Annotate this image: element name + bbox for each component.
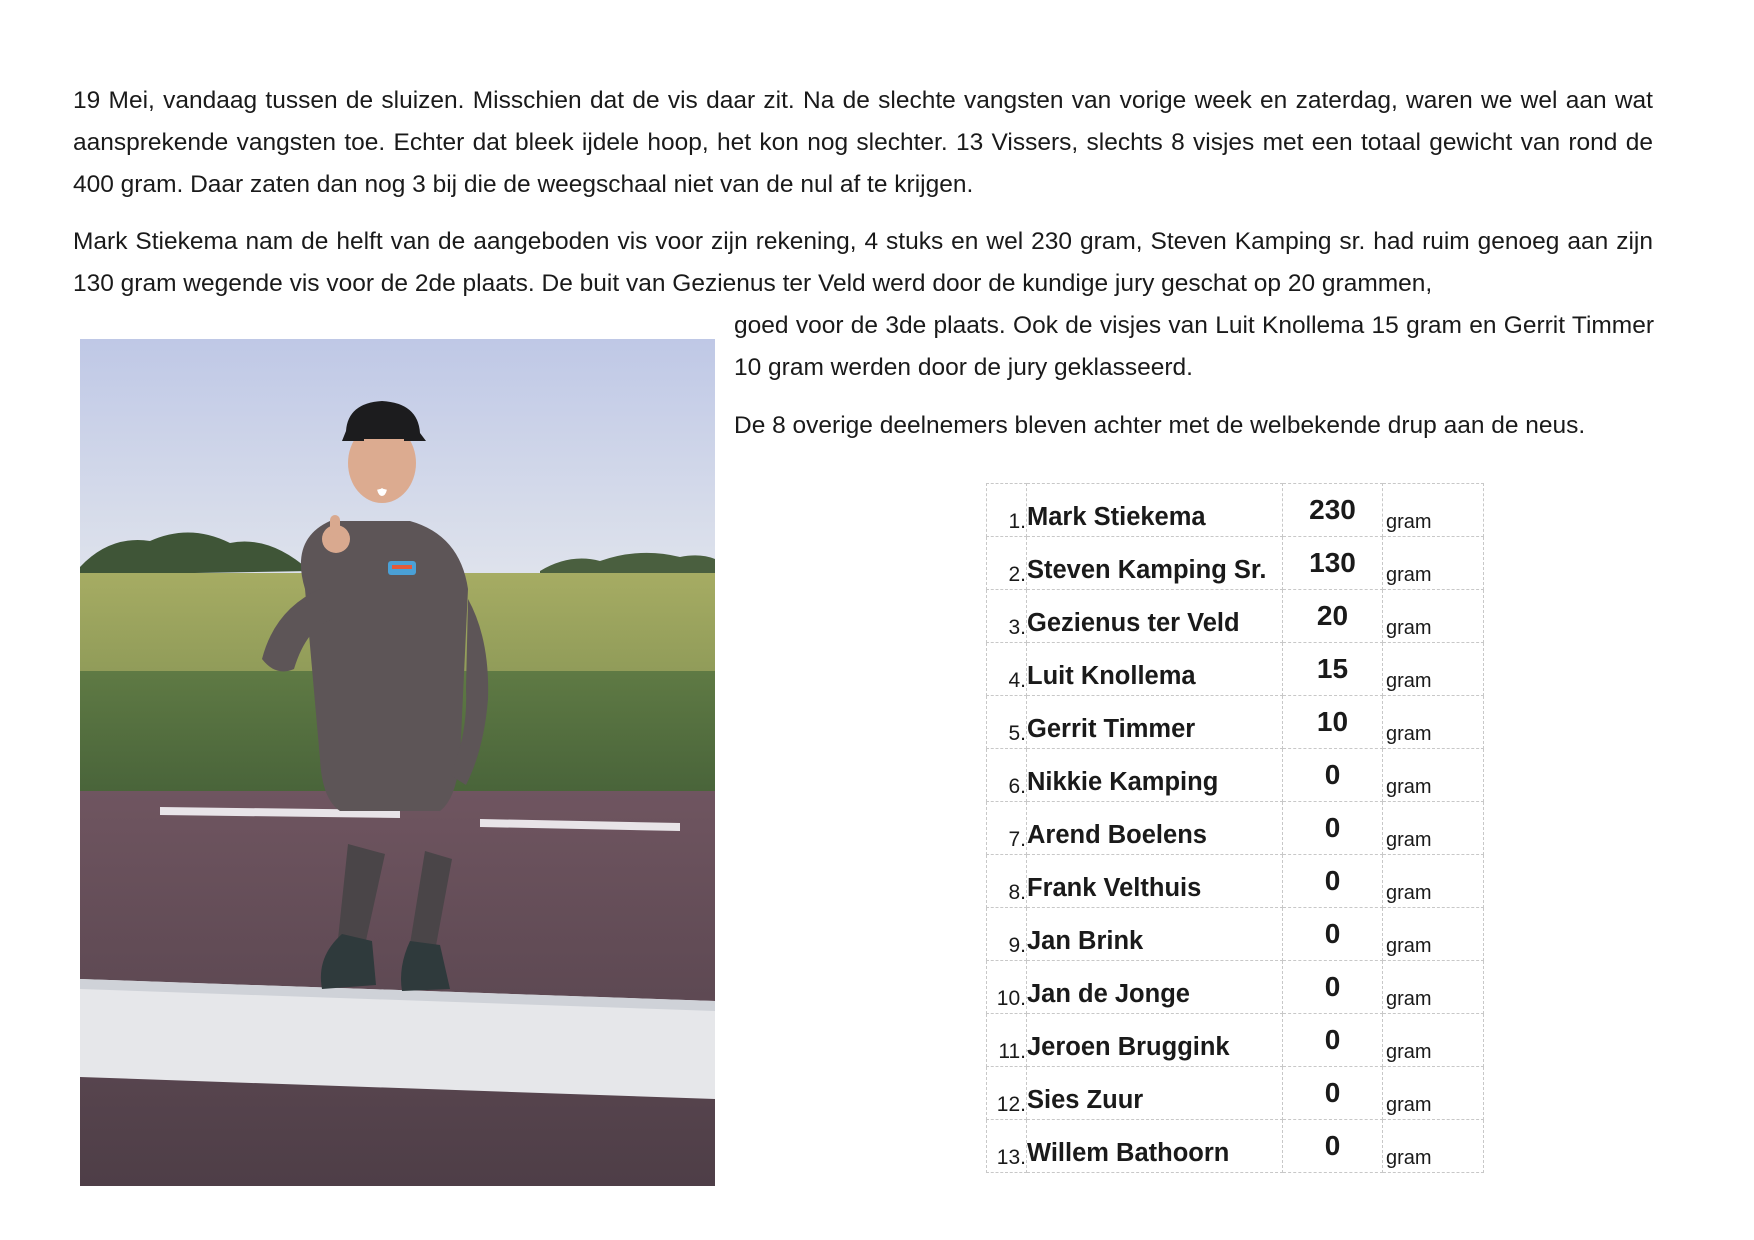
name-cell: Arend Boelens: [1027, 802, 1283, 855]
weight-cell: 0: [1283, 908, 1383, 961]
intro-paragraph: 19 Mei, vandaag tussen de sluizen. Misschien dat de vis daar zit. Na de slechte vangsten van vorige week en zaterdag, waren we wel aan wat aansprekende vangsten toe. Echter dat bleek ijdele hoop, het kon nog slechter. 13 Vissers, slechts 8 visjes met een totaal gewicht van rond de 400 gram. Daar zaten dan nog 3 bij die de weegschaal niet van de nul af te krijgen.: [73, 87, 1653, 198]
table-row: [987, 961, 1484, 1014]
name-cell: Steven Kamping Sr.: [1027, 537, 1283, 590]
unit-cell: gram: [1383, 1014, 1484, 1067]
weight-cell: 0: [1283, 749, 1383, 802]
name-cell: Frank Velthuis: [1027, 855, 1283, 908]
table-row: [987, 855, 1484, 908]
winner-photo: [80, 339, 715, 1186]
rank-cell: 3.: [987, 590, 1027, 643]
name-cell: Luit Knollema: [1027, 643, 1283, 696]
weight-cell: 0: [1283, 1120, 1383, 1173]
unit-cell: gram: [1383, 643, 1484, 696]
unit-cell: gram: [1383, 1067, 1484, 1120]
unit-cell: gram: [1383, 590, 1484, 643]
table-row: [987, 537, 1484, 590]
name-cell: Willem Bathoorn: [1027, 1120, 1283, 1173]
name-cell: Jeroen Bruggink: [1027, 1014, 1283, 1067]
weight-cell: 20: [1283, 590, 1383, 643]
results-paragraph-continued: goed voor de 3de plaats. Ook de visjes van Luit Knollema 15 gram en Gerrit Timmer 10 gram werden door de jury geklasseerd.: [734, 312, 1654, 381]
closing-paragraph: De 8 overige deelnemers bleven achter met de welbekende drup aan de neus.: [734, 412, 1586, 439]
name-cell: Jan de Jonge: [1027, 961, 1283, 1014]
rank-cell: 9.: [987, 908, 1027, 961]
name-cell: Mark Stiekema: [1027, 484, 1283, 537]
unit-cell: gram: [1383, 749, 1484, 802]
unit-cell: gram: [1383, 802, 1484, 855]
name-cell: Gerrit Timmer: [1027, 696, 1283, 749]
weight-cell: 15: [1283, 643, 1383, 696]
rank-cell: 7.: [987, 802, 1027, 855]
name-cell: Jan Brink: [1027, 908, 1283, 961]
rank-cell: 5.: [987, 696, 1027, 749]
rank-cell: 6.: [987, 749, 1027, 802]
weight-cell: 0: [1283, 802, 1383, 855]
table-row: [987, 1120, 1484, 1173]
table-row: [987, 1014, 1484, 1067]
name-cell: Nikkie Kamping: [1027, 749, 1283, 802]
results-table: [986, 483, 1484, 1173]
rank-cell: 4.: [987, 643, 1027, 696]
rank-cell: 12.: [987, 1067, 1027, 1120]
table-row: [987, 643, 1484, 696]
weight-cell: 0: [1283, 1067, 1383, 1120]
unit-cell: gram: [1383, 961, 1484, 1014]
weight-cell: 0: [1283, 961, 1383, 1014]
table-row: [987, 749, 1484, 802]
name-cell: Gezienus ter Veld: [1027, 590, 1283, 643]
rank-cell: 10.: [987, 961, 1027, 1014]
rank-cell: 8.: [987, 855, 1027, 908]
rank-cell: 2.: [987, 537, 1027, 590]
unit-cell: gram: [1383, 908, 1484, 961]
table-row: [987, 696, 1484, 749]
unit-cell: gram: [1383, 855, 1484, 908]
rank-cell: 13.: [987, 1120, 1027, 1173]
unit-cell: gram: [1383, 484, 1484, 537]
results-paragraph: Mark Stiekema nam de helft van de aangeboden vis voor zijn rekening, 4 stuks en wel 230 gram, Steven Kamping sr. had ruim genoeg aan zijn 130 gram wegende vis voor de 2de plaats. De buit van Gezienus ter Veld werd door de kundige jury geschat op 20 grammen,: [73, 228, 1653, 297]
unit-cell: gram: [1383, 1120, 1484, 1173]
rank-cell: 11.: [987, 1014, 1027, 1067]
weight-cell: 10: [1283, 696, 1383, 749]
unit-cell: gram: [1383, 696, 1484, 749]
unit-cell: gram: [1383, 537, 1484, 590]
table-row: [987, 590, 1484, 643]
table-row: [987, 802, 1484, 855]
weight-cell: 230: [1283, 484, 1383, 537]
table-row: [987, 1067, 1484, 1120]
weight-cell: 130: [1283, 537, 1383, 590]
weight-cell: 0: [1283, 855, 1383, 908]
table-row: [987, 908, 1484, 961]
rank-cell: 1.: [987, 484, 1027, 537]
name-cell: Sies Zuur: [1027, 1067, 1283, 1120]
weight-cell: 0: [1283, 1014, 1383, 1067]
table-row: [987, 484, 1484, 537]
